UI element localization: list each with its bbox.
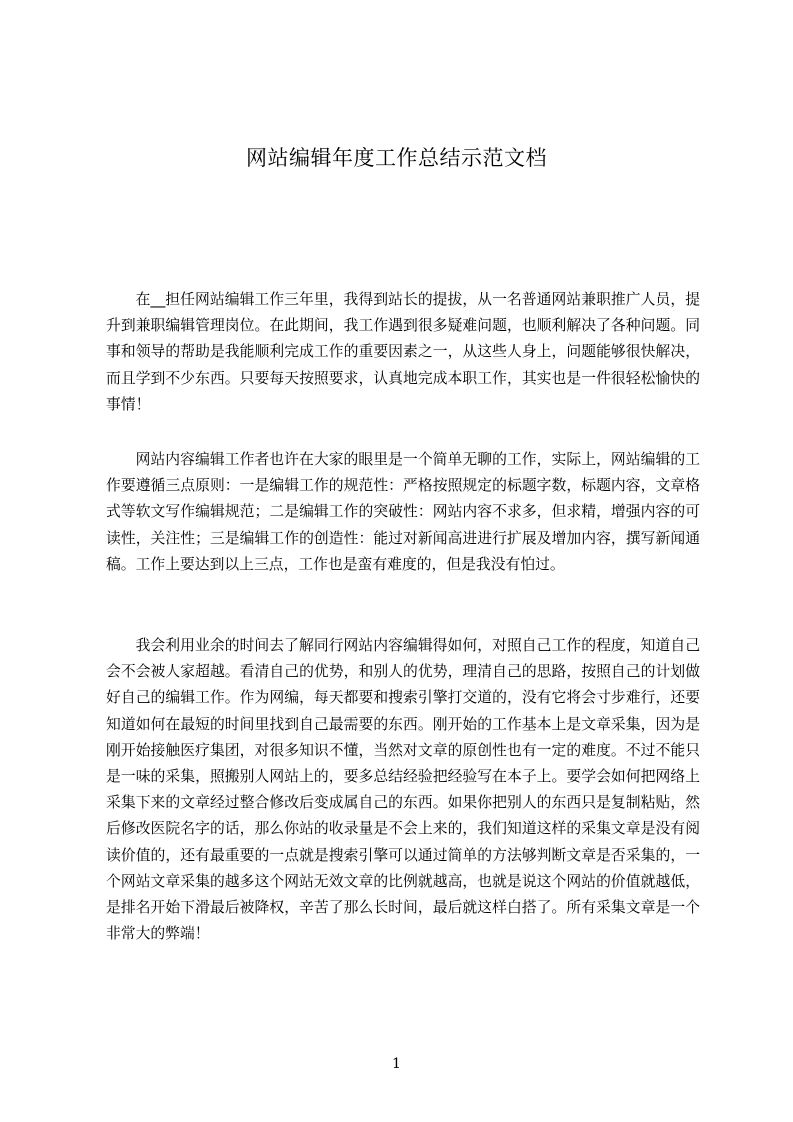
paragraph-1: 在__担任网站编辑工作三年里，我得到站长的提拔，从一名普通网站兼职推广人员，提升到兼职编辑管理岗位。在此期间，我工作遇到很多疑难问题，也顺利解决了各种问题。同事和领导的帮助是我能顺利完成工作的重要因素之一，从这些人身上，问题能够很快解决，而且学到不少东西。只要每天按照要求，认真地完成本职工作，其实也是一件很轻松愉快的事情！ <box>106 291 700 413</box>
paragraph-2: 网站内容编辑工作者也许在大家的眼里是一个简单无聊的工作，实际上，网站编辑的工作要遵循三点原则：一是编辑工作的规范性：严格按照规定的标题字数，标题内容，文章格式等软文写作编辑规范；二是编辑工作的突破性：网站内容不求多，但求精，增强内容的可读性，关注性；三是编辑工作的创造性：能过对新闻高进进行扩展及增加内容，撰写新闻通稿。工作上要达到以上三点，工作也是蛮有难度的，但是我没有怕过。 <box>106 451 700 573</box>
document-title: 网站编辑年度工作总结示范文档 <box>246 146 547 170</box>
page-number: 1 <box>392 1056 401 1072</box>
paragraph-3: 我会利用业余的时间去了解同行网站内容编辑得如何，对照自己工作的程度，知道自己会不会被人家超越。看清自己的优势，和别人的优势，理清自己的思路，按照自己的计划做好自己的编辑工作。作为网编，每天都要和搜索引擎打交道的，没有它将会寸步难行，还要知道如何在最短的时间里找到自己最需要的东西。刚开始的工作基本上是文章采集，因为是刚开始接触医疗集团，对很多知识不懂，当然对文章的原创性也有一定的难度。不过不能只是一味的采集，照搬别人网站上的，要多总结经验把经验写在本子上。要学会如何把网络上采集下来的文章经过整合修改后变成属自己的东西。如果你把别人的东西只是复制粘贴，然后修改医院名字的话，那么你站的收录量是不会上来的，我们知道这样的采集文章是没有阅读价值的，还有最重要的一点就是搜索引擎可以通过简单的方法够判断文章是否采集的，一个网站文章采集的越多这个网站无效文章的比例就越高，也就是说这个网站的价值就越低，是排名开始下滑最后被降权，辛苦了那么长时间，最后就这样白搭了。所有采集文章是一个非常大的弊端！ <box>106 637 700 943</box>
